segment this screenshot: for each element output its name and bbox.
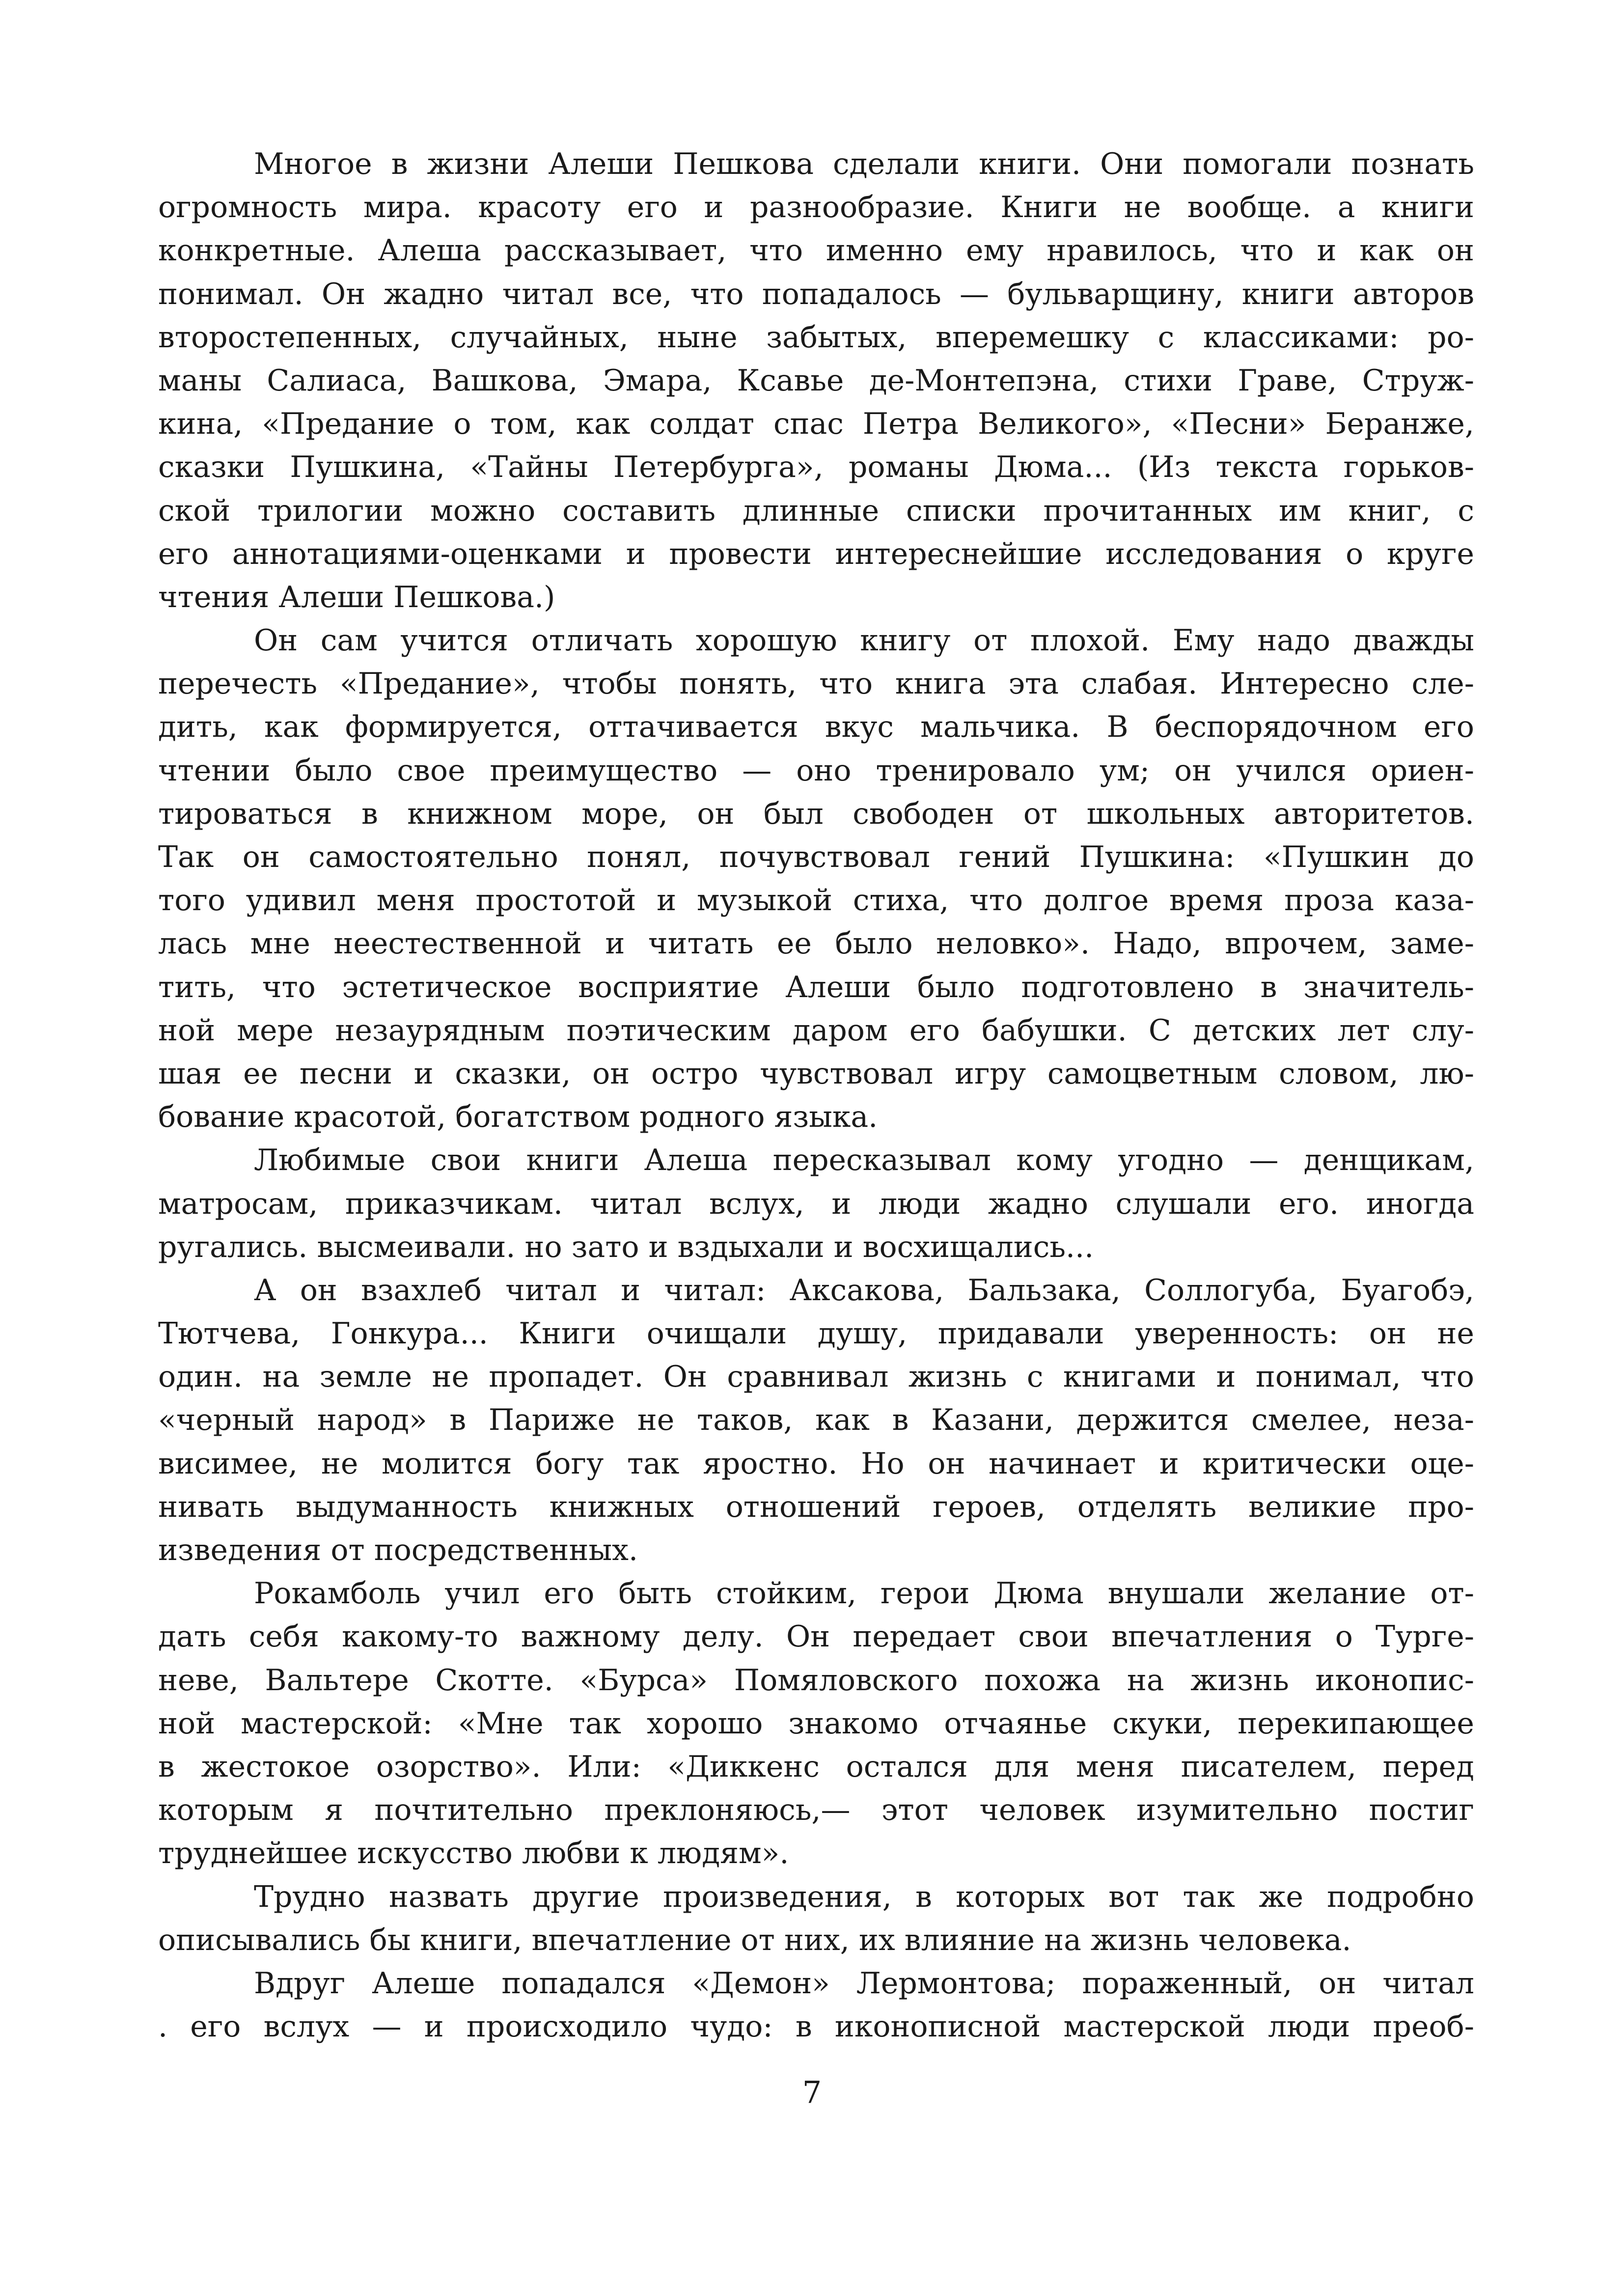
text-line: матросам, приказчикам. читал вслух, и люди жадно слушали его. иногда [158, 1186, 1474, 1221]
text-line: бование красотой, богатством родного языка. [158, 1100, 878, 1135]
text-line: ной мере незаурядным поэтическим даром его бабушки. С детских лет слу- [158, 1013, 1474, 1048]
text-line: второстепенных, случайных, ныне забытых, вперемешку с классиками: ро- [158, 320, 1474, 355]
text-line: Так он самостоятельно понял, почувствовал гений Пушкина: «Пушкин до [158, 840, 1474, 874]
text-line: Вдруг Алеше попадался «Демон» Лермонтова; пораженный, он читал [254, 1966, 1474, 2001]
text-line: Рокамболь учил его быть стойким, герои Дюма внушали желание от- [254, 1576, 1474, 1611]
text-line: огромность мира. красоту его и разнообразие. Книги не вообще. а книги [158, 190, 1474, 225]
text-line: Он сам учится отличать хорошую книгу от плохой. Ему надо дважды [254, 623, 1474, 658]
text-line: неве, Вальтере Скотте. «Бурса» Помяловского похожа на жизнь иконопис- [158, 1663, 1474, 1698]
text-line: дать себя какому-то важному делу. Он передает свои впечатления о Турге- [158, 1619, 1474, 1654]
text-line: ной мастерской: «Мне так хорошо знакомо отчаянье скуки, перекипающее [158, 1706, 1474, 1741]
text-line: того удивил меня простотой и музыкой стиха, что долгое время проза каза- [158, 883, 1474, 918]
text-line: Многое в жизни Алеши Пешкова сделали книги. Они помогали познать [254, 147, 1474, 181]
text-line: Трудно назвать другие произведения, в которых вот так же подробно [254, 1879, 1474, 1914]
text-line: . его вслух — и происходило чудо: в иконописной мастерской люди преоб- [158, 2009, 1474, 2044]
text-line: изведения от посредственных. [158, 1533, 638, 1567]
text-line: в жестокое озорство». Или: «Диккенс остался для меня писателем, перед [158, 1749, 1474, 1784]
text-line: чтении было свое преимущество — оно тренировало ум; он учился ориен- [158, 753, 1474, 788]
text-line: «черный народ» в Париже не таков, как в Казани, держится смелее, неза- [158, 1403, 1474, 1438]
text-line: дить, как формируется, оттачивается вкус мальчика. В беспорядочном его [158, 710, 1474, 745]
body-text [158, 142, 1474, 2048]
text-line: Любимые свои книги Алеша пересказывал кому угодно — денщикам, [254, 1143, 1474, 1178]
text-line: его аннотациями-оценками и провести интереснейшие исследования о круге [158, 536, 1474, 571]
text-line: кина, «Предание о том, как солдат спас Петра Великого», «Песни» Беранже, [158, 407, 1474, 442]
text-line: шая ее песни и сказки, он остро чувствовал игру самоцветным словом, лю- [158, 1056, 1474, 1091]
text-line: А он взахлеб читал и читал: Аксакова, Бальзака, Соллогуба, Буагобэ, [254, 1273, 1474, 1308]
text-line: лась мне неестественной и читать ее было неловко». Надо, впрочем, заме- [158, 926, 1474, 961]
text-line: ской трилогии можно составить длинные списки прочитанных им книг, с [158, 493, 1474, 528]
text-line: понимал. Он жадно читал все, что попадалось — бульварщину, книги авторов [158, 277, 1474, 311]
text-line: один. на земле не пропадет. Он сравнивал жизнь с книгами и понимал, что [158, 1360, 1474, 1394]
text-line: тироваться в книжном море, он был свободен от школьных авторитетов. [158, 796, 1474, 831]
text-line: труднейшее искусство любви к людям». [158, 1836, 789, 1871]
text-line: маны Салиаса, Вашкова, Эмара, Ксавье де-Монтепэна, стихи Граве, Струж- [158, 363, 1474, 398]
text-line: которым я почтительно преклоняюсь,— этот человек изумительно постиг [158, 1793, 1474, 1828]
text-line: ругались. высмеивали. но зато и вздыхали и восхищались... [158, 1229, 1094, 1264]
text-line: сказки Пушкина, «Тайны Петербурга», романы Дюма... (Из текста горьков- [158, 450, 1474, 485]
text-line: Тютчева, Гонкура... Книги очищали душу, придавали уверенность: он не [158, 1316, 1474, 1351]
text-line: чтения Алеши Пешкова.) [158, 580, 555, 614]
text-line: описывались бы книги, впечатление от них, их влияние на жизнь человека. [158, 1923, 1351, 1957]
text-line: нивать выдуманность книжных отношений героев, отделять великие про- [158, 1489, 1474, 1524]
text-line: тить, что эстетическое восприятие Алеши было подготовлено в значитель- [158, 970, 1474, 1004]
text-line: перечесть «Предание», чтобы понять, что книга эта слабая. Интересно сле- [158, 667, 1474, 701]
text-line: висимее, не молится богу так яростно. Но он начинает и критически оце- [158, 1446, 1474, 1481]
text-line: конкретные. Алеша рассказывает, что именно ему нравилось, что и как он [158, 233, 1474, 268]
page-number: 7 [802, 2074, 822, 2110]
